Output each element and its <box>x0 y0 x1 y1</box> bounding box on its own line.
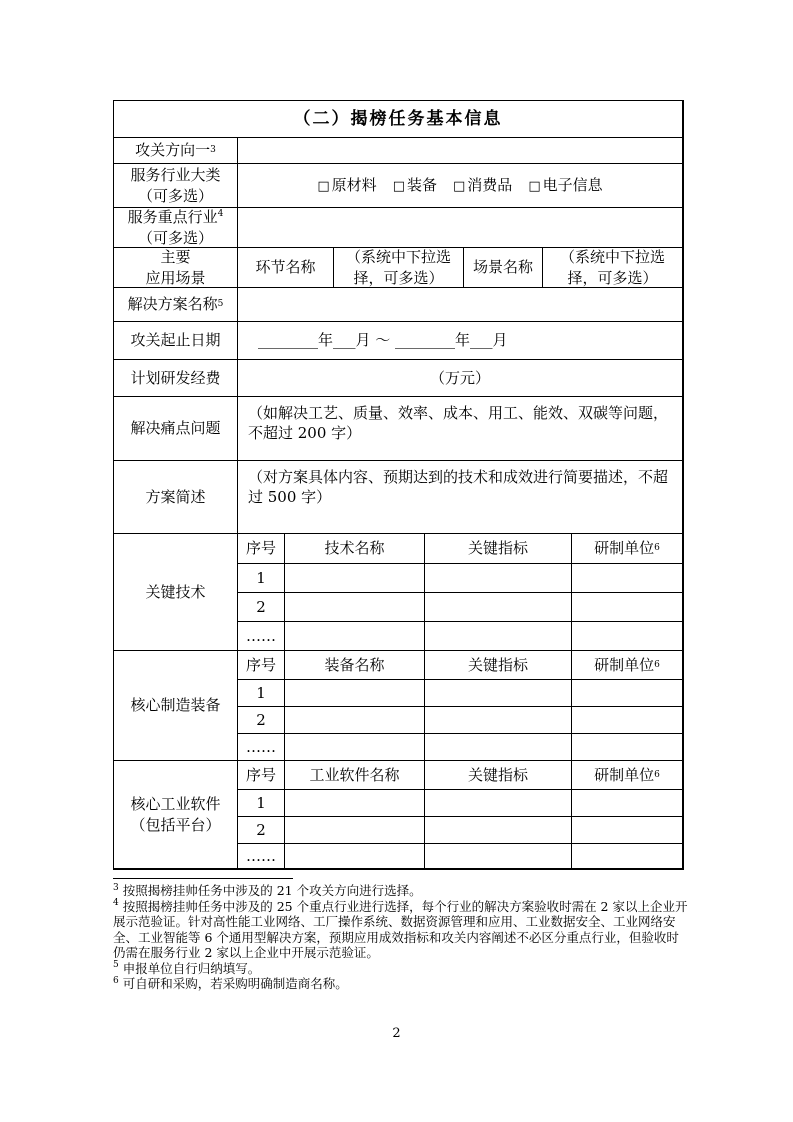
col-header-unit: 研制单位 6 <box>572 651 683 680</box>
tech-kpi-cell[interactable] <box>425 564 572 593</box>
footnote-text: 可自研和采购，若采购明确制造商名称。 <box>122 976 348 991</box>
table-row <box>114 208 683 248</box>
core-software-label-line1: 核心工业软件 <box>130 795 221 814</box>
table-row <box>238 680 683 707</box>
industry-category-label-line2: （可多选） <box>137 186 213 205</box>
software-kpi-cell[interactable] <box>425 817 572 844</box>
table-row <box>238 734 683 761</box>
software-unit-cell[interactable] <box>572 790 683 817</box>
col-header-name: 技术名称 <box>285 534 425 564</box>
software-name-cell[interactable] <box>285 844 425 869</box>
footnote-3 <box>113 883 691 899</box>
footnote-number: 6 <box>113 975 119 986</box>
key-industry-label-line2: （可多选） <box>137 228 213 247</box>
row-index: …… <box>238 622 285 651</box>
application-scene-label-line1: 主要 <box>160 248 191 267</box>
footnote-text: 按照揭榜挂帅任务中涉及的 25 个重点行业进行选择，每个行业的解决方案验收时需在 2 家以上企业开展示范验证。针对高性能工业网络、工厂操作系统、数据资源管理和应用、工业数据安全、工业网络安全、工业智能等 6 个通用型解决方案，预期应用成效指标和攻关内容阐述不必区分重点行业，但验收时仍需在服务行业 2 家以上企业中开展示范验证。 <box>113 898 688 960</box>
footnote-ref-6: 6 <box>654 543 660 553</box>
page-number: 2 <box>392 1026 401 1041</box>
checkbox-label: 装备 <box>406 176 437 195</box>
core-equipment-subtable <box>238 651 683 761</box>
checkbox-label: 消费品 <box>467 176 513 195</box>
checkbox-consumer-goods[interactable] <box>453 175 512 196</box>
solution-brief-value-cell[interactable]: （对方案具体内容、预期达到的技术和成效进行简要描述，不超过 500 字） <box>238 461 683 534</box>
subtable-header-row <box>238 534 683 564</box>
table-row <box>238 707 683 734</box>
scene-dropdown-cell[interactable]: （系统中下拉选择，可多选） <box>543 248 683 288</box>
solution-name-label-text: 解决方案名称 <box>127 295 218 314</box>
subtable-header-row <box>238 651 683 680</box>
tech-unit-cell[interactable] <box>572 564 683 593</box>
table-row <box>238 790 683 817</box>
footnote-4 <box>113 899 691 961</box>
footnote-ref-6: 6 <box>654 769 660 780</box>
equipment-unit-cell[interactable] <box>572 707 683 734</box>
table-row <box>238 817 683 844</box>
col-header-kpi: 关键指标 <box>425 651 572 680</box>
task-info-table <box>113 100 684 870</box>
col-header-index: 序号 <box>238 534 285 564</box>
core-equipment-label: 核心制造装备 <box>114 651 238 761</box>
footnote-text: 按照揭榜挂帅任务中涉及的 21 个攻关方向进行选择。 <box>122 883 422 898</box>
table-row <box>114 138 683 164</box>
footnote-ref-5: 5 <box>217 299 224 309</box>
footnote-ref-3: 3 <box>210 145 216 155</box>
equipment-unit-cell[interactable] <box>572 680 683 707</box>
tech-unit-cell[interactable] <box>572 593 683 622</box>
table-row <box>238 564 683 593</box>
solution-name-value-cell[interactable] <box>238 288 683 322</box>
software-unit-cell[interactable] <box>572 844 683 869</box>
col-header-unit: 研制单位 6 <box>572 534 683 564</box>
direction-label <box>114 138 238 164</box>
checkbox-raw-materials[interactable] <box>317 175 376 196</box>
table-row <box>114 288 683 322</box>
tech-kpi-cell[interactable] <box>425 593 572 622</box>
footnote-number: 5 <box>113 960 119 971</box>
core-software-label <box>114 761 238 869</box>
checkbox-electronic-info[interactable] <box>528 175 602 196</box>
row-index: 2 <box>238 707 285 734</box>
footnote-number: 4 <box>113 898 119 909</box>
col-header-kpi: 关键指标 <box>425 761 572 790</box>
footnote-ref-4: 4 <box>217 209 224 220</box>
equipment-unit-cell[interactable] <box>572 734 683 761</box>
solution-brief-label: 方案简述 <box>114 461 238 534</box>
equipment-kpi-cell[interactable] <box>425 707 572 734</box>
key-industry-label <box>114 208 238 248</box>
tech-name-cell[interactable] <box>285 564 425 593</box>
footnote-separator <box>113 878 293 879</box>
key-technology-section <box>114 534 683 651</box>
col-header-name: 工业软件名称 <box>285 761 425 790</box>
tech-unit-cell[interactable] <box>572 622 683 651</box>
col-header-unit: 研制单位 6 <box>572 761 683 790</box>
tech-kpi-cell[interactable] <box>425 622 572 651</box>
pain-points-label: 解决痛点问题 <box>114 397 238 461</box>
table-row <box>114 397 683 461</box>
col-header-kpi: 关键指标 <box>425 534 572 564</box>
row-index: …… <box>238 734 285 761</box>
checkbox-icon: □ <box>528 179 541 195</box>
table-row <box>114 164 683 208</box>
direction-value-cell[interactable] <box>238 138 683 164</box>
scene-link-name-label: 环节名称 <box>238 248 334 288</box>
subtable-header-row <box>238 761 683 790</box>
footnote-5 <box>113 961 691 977</box>
table-row <box>238 622 683 651</box>
tech-name-cell[interactable] <box>285 593 425 622</box>
core-software-section <box>114 761 683 869</box>
footnote-text: 申报单位自行归纳填写。 <box>122 960 261 976</box>
table-title-row <box>114 101 683 138</box>
checkbox-label: 电子信息 <box>542 176 603 195</box>
row-index: 1 <box>238 564 285 593</box>
key-industry-value-cell[interactable] <box>238 208 683 248</box>
date-range-label: 攻关起止日期 <box>114 322 238 360</box>
equipment-name-cell[interactable] <box>285 680 425 707</box>
col-header-name: 装备名称 <box>285 651 425 680</box>
table-row <box>114 360 683 397</box>
equipment-name-cell[interactable] <box>285 734 425 761</box>
software-name-cell[interactable] <box>285 790 425 817</box>
equipment-name-cell[interactable] <box>285 707 425 734</box>
key-technology-label: 关键技术 <box>114 534 238 651</box>
solution-name-label <box>114 288 238 322</box>
date-range-value-cell[interactable]: ________年___月 ～ ________年___月 <box>238 322 683 360</box>
footnote-number: 3 <box>113 882 119 893</box>
row-index: …… <box>238 844 285 869</box>
equipment-kpi-cell[interactable] <box>425 734 572 761</box>
industry-category-label-line1: 服务行业大类 <box>130 166 221 185</box>
key-industry-label-line1: 服务重点行业$^4$ <box>127 208 224 227</box>
budget-value-cell[interactable]: （万元） <box>238 360 683 397</box>
row-index: 1 <box>238 790 285 817</box>
table-row <box>114 461 683 534</box>
budget-label: 计划研发经费 <box>114 360 238 397</box>
pain-points-value-cell[interactable]: （如解决工艺、质量、效率、成本、用工、能效、双碳等问题，不超过 200 字） <box>238 397 683 461</box>
key-technology-subtable <box>238 534 683 651</box>
direction-label-text: 攻关方向一 <box>135 141 211 160</box>
col-header-index: 序号 <box>238 761 285 790</box>
checkbox-icon: □ <box>392 179 405 195</box>
industry-category-options <box>238 164 683 208</box>
footnotes <box>113 878 691 992</box>
checkbox-icon: □ <box>453 179 466 195</box>
equipment-kpi-cell[interactable] <box>425 680 572 707</box>
software-name-cell[interactable] <box>285 817 425 844</box>
application-scene-label-line2: 应用场景 <box>145 268 206 287</box>
industry-category-label <box>114 164 238 208</box>
software-kpi-cell[interactable] <box>425 790 572 817</box>
table-title: （二）揭榜任务基本信息 <box>114 101 683 138</box>
row-index: 1 <box>238 680 285 707</box>
col-header-index: 序号 <box>238 651 285 680</box>
scene-link-dropdown-cell[interactable]: （系统中下拉选择，可多选） <box>334 248 464 288</box>
checkbox-label: 原材料 <box>331 176 377 195</box>
table-row <box>238 844 683 869</box>
footnote-6 <box>113 976 691 992</box>
checkbox-icon: □ <box>317 179 330 195</box>
footnote-ref-6: 6 <box>654 659 660 670</box>
core-software-label-line2: （包括平台） <box>130 815 221 834</box>
checkbox-equipment[interactable] <box>393 175 437 196</box>
application-scene-label <box>114 248 238 288</box>
row-index: 2 <box>238 593 285 622</box>
software-unit-cell[interactable] <box>572 817 683 844</box>
tech-name-cell[interactable] <box>285 622 425 651</box>
core-equipment-section <box>114 651 683 761</box>
table-row <box>114 248 683 288</box>
table-row <box>114 322 683 360</box>
row-index: 2 <box>238 817 285 844</box>
scene-name-label: 场景名称 <box>464 248 543 288</box>
software-kpi-cell[interactable] <box>425 844 572 869</box>
table-row <box>238 593 683 622</box>
core-software-subtable <box>238 761 683 869</box>
